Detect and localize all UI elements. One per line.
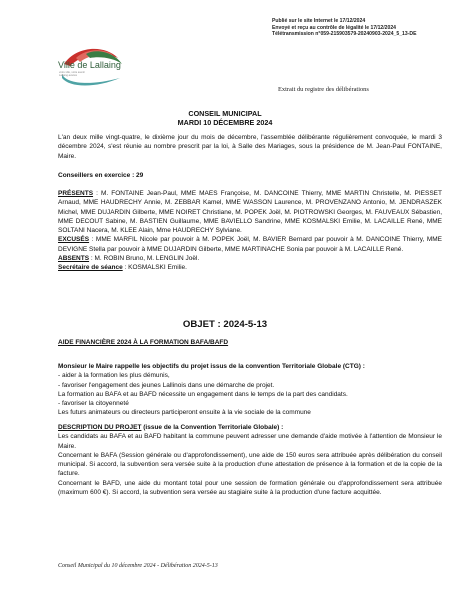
extract-label: Extrait du registre des délibérations (278, 86, 369, 93)
logo-sub-1: votre ville, votre avenir (59, 71, 85, 74)
description-heading (58, 423, 442, 432)
secretaire-label: Secrétaire de séance (58, 264, 123, 272)
objective-item: - favoriser la citoyenneté (58, 400, 129, 408)
subject-text: AIDE FINANCIÈRE 2024 À LA FORMATION BAFA/BAFD (58, 339, 229, 346)
logo-name: Lallaing (89, 60, 121, 70)
objet-heading: OBJET : 2024-5-13 (182, 319, 268, 330)
logo-wordmark (58, 60, 121, 70)
presents-label: PRÉSENTS (58, 190, 94, 197)
objective-item: La formation au BAFA et au BAFD nécessite un engagement dans le temps de la part des candidats. (58, 390, 348, 398)
description-label: DESCRIPTION DU PROJET (58, 424, 142, 431)
description-p1: Les candidats au BAFA et au BAFD habitant la commune peuvent adresser une demande d'aide motivée à l'attention de Monsieur le Maire. (58, 433, 442, 450)
logo-ville: Ville de (58, 60, 88, 70)
absents-text: : M. ROBIN Bruno, M. LENGLIN Joël. (89, 255, 200, 263)
conseillers-count: Conseillers en exercice : 29 (58, 172, 144, 179)
attendance-block (58, 189, 442, 273)
absents-label: ABSENTS (58, 255, 90, 263)
description-block (58, 423, 442, 497)
description-suffix: (issue de la Convention Territoriale Globale) : (141, 424, 284, 431)
council-title: CONSEIL MUNICIPAL (188, 109, 262, 118)
presents-paragraph (58, 189, 442, 235)
objectives-block (58, 362, 442, 418)
council-date: MARDI 10 DÉCEMBRE 2024 (177, 118, 273, 127)
description-p2: Concernant le BAFA (Session générale ou d'approfondissement), une aide de 150 euros sera attribuée après délibération du conseil municipal. Si accord, la subvention sera versée suite à la production d'une attestation de présence à la formation et de la copie de la facture. (58, 451, 442, 478)
excuses-label: EXCUSÉS (58, 236, 90, 244)
subject-heading (58, 338, 442, 347)
secretaire-paragraph (58, 263, 442, 272)
stamp-published: Publié sur le site Internet le 17/12/2024 (272, 18, 366, 24)
transmission-stamp (272, 18, 442, 38)
lead-text: Monsieur le Maire rappelle les objectifs du projet issus de la convention Territoriale Globale (CTG) : (58, 363, 365, 370)
stamp-transmission: Télétransmission n°059-215903579-20240903-2024_5_13-DE (272, 31, 417, 38)
description-p3: Concernant le BAFD, une aide du montant total pour une session de formation générale ou d'approfondissement sera attribuée (maximum 600 €). Si accord, la subvention sera versée au stagiaire suite à la production d'une facture acquittée. (58, 479, 442, 497)
logo-sub-2: Lallaing avance (59, 74, 78, 78)
page-footer: Conseil Municipal du 10 décembre 2024 - Délibération 2024-5-13 (58, 563, 218, 569)
objective-item: - aider à la formation les plus démunis, (58, 372, 170, 380)
excuses-text: : MME MARFIL Nicole par pouvoir à M. POPEK Joël, M. BAVIER Bernard par pouvoir à M. DANCOINE Thierry, MME DEVIGNE Stella par pouvoir à MME DUJARDIN Gilberte, MME MARTINACHE Sonia par pouvoir à M. LACAILLE René. (58, 236, 442, 253)
presents-text: : M. FONTAINE Jean-Paul, MME MAES Françoise, M. DANCOINE Thierry, MME MARTIN Christelle, M. PIESSET Arnaud, MME HAUDRECHY Annie, M. ZEBBAR Kamel, MME WASSON Laurence, M. PROVENZANO Antonio, M. JENDRASZEK Michel, MME DUJARDIN Gilberte, MME NOIRET Christiane, M. POPEK Joël, M. PIOTROWSKI Georges, M. FAUVEAUX Sébastien, MME DECOUT Sabine, M. BASTIEN Guillaume, MME BAVIELLO Sandrine, MME KOSMALSKI Emilie, M. LACAILLE René, MME SOLTANI Nacera, M. KLEE Alain, Mme HAUDRECHY Sylviane. (58, 190, 442, 235)
logo-tagline (59, 71, 119, 77)
secretaire-text: : KOSMALSKI Emilie. (122, 264, 187, 272)
intro-paragraph: L'an deux mille vingt-quatre, le dixième jour du mois de décembre, l'assemblée délibérante régulièrement convoquée, le mardi 3 décembre 2024, s'est réunie au nombre prescrit par la loi, à Salle des Mariages, sous la présidence de M. Jean-Paul FONTAINE, Maire. (58, 134, 442, 160)
stamp-received: Envoyé et reçu au contrôle de légalité le 17/12/2024 (272, 24, 397, 31)
objective-item: - favoriser l'engagement des jeunes Lallinois dans une démarche de projet. (58, 381, 275, 389)
absents-paragraph (58, 254, 442, 263)
objective-item: Les futurs animateurs ou directeurs participeront ensuite à la vie sociale de la commune (58, 409, 311, 417)
excuses-paragraph (58, 235, 442, 254)
